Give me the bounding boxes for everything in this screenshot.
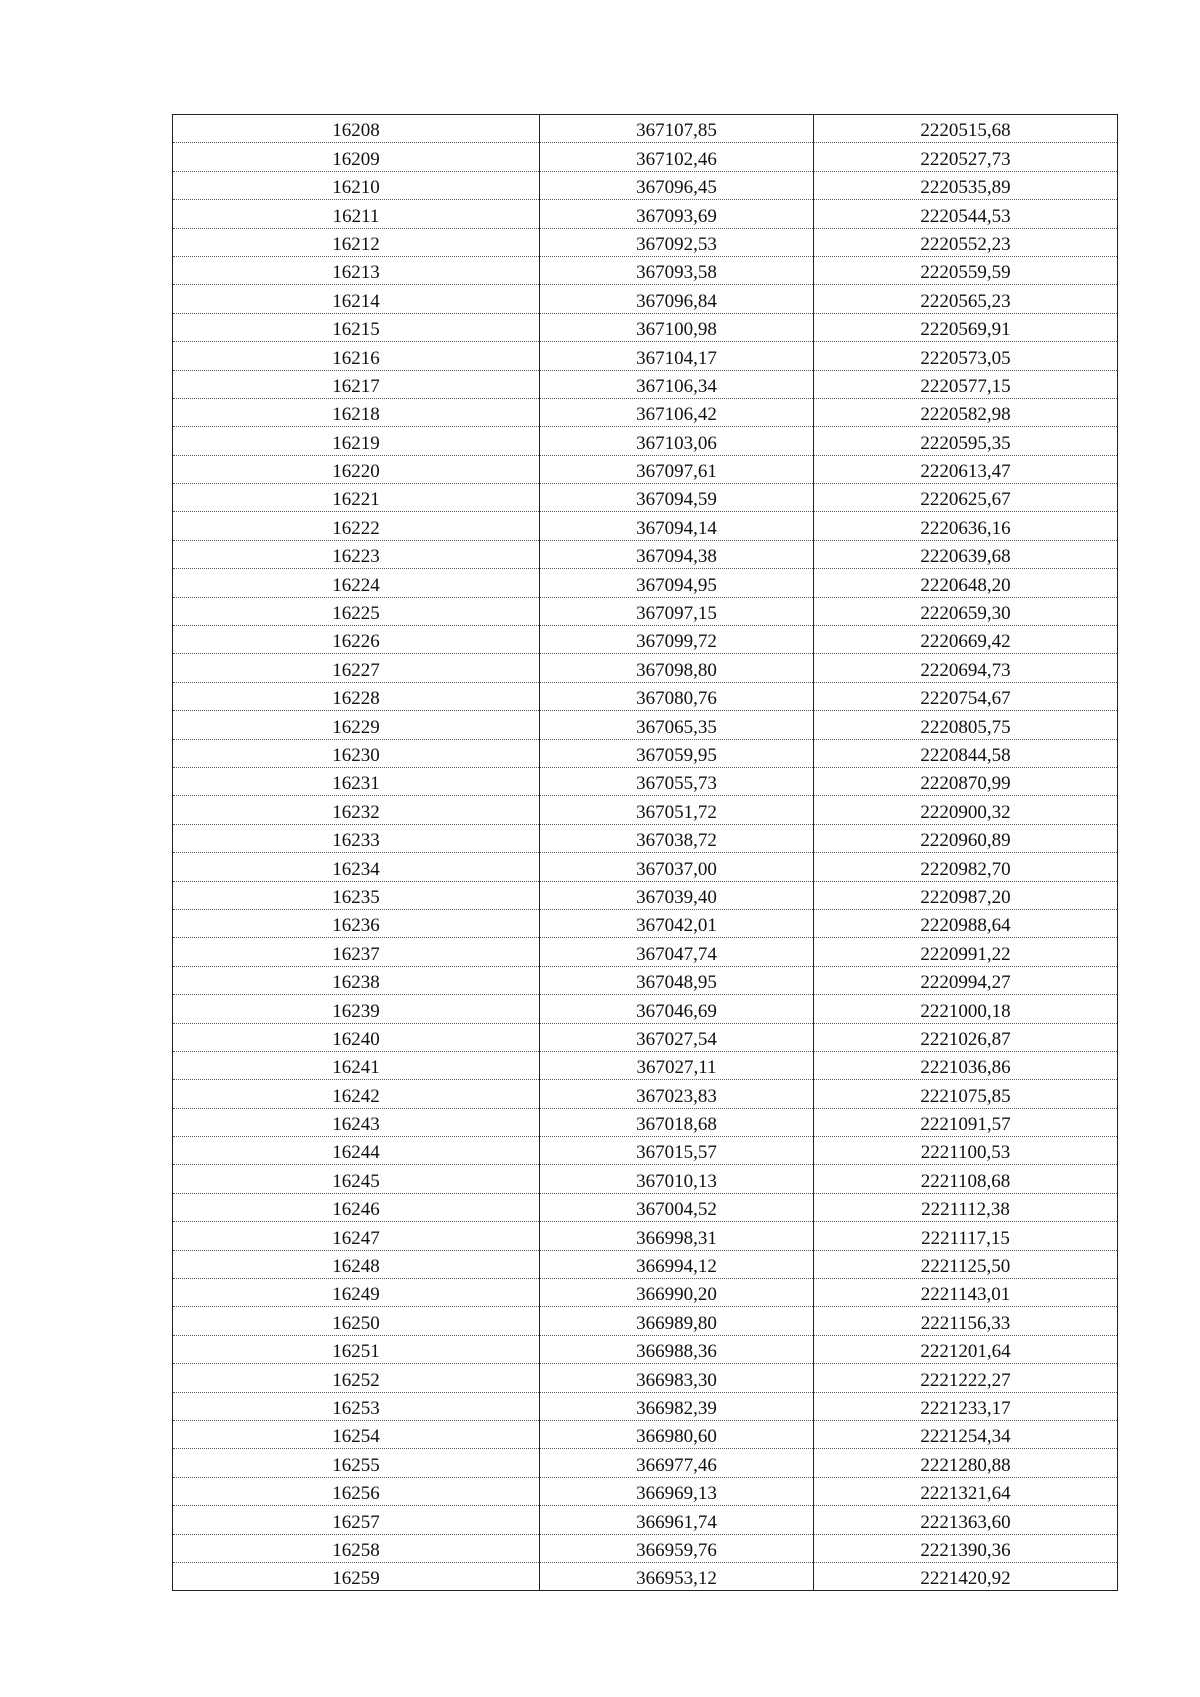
x-coordinate-cell: 366994,12: [540, 1250, 814, 1278]
y-coordinate-cell: 2220870,99: [814, 767, 1118, 795]
x-coordinate-cell: 367042,01: [540, 909, 814, 937]
point-number-cell: 16209: [173, 143, 540, 171]
y-coordinate-cell: 2220595,35: [814, 427, 1118, 455]
table-row: [173, 739, 1118, 767]
y-coordinate-cell: 2220994,27: [814, 966, 1118, 994]
point-number-cell: 16255: [173, 1449, 540, 1477]
table-row: [173, 1506, 1118, 1534]
table-row: [173, 171, 1118, 199]
x-coordinate-cell: 366989,80: [540, 1307, 814, 1335]
point-number-cell: 16241: [173, 1051, 540, 1079]
table-row: [173, 342, 1118, 370]
y-coordinate-cell: 2221143,01: [814, 1279, 1118, 1307]
y-coordinate-cell: 2221075,85: [814, 1080, 1118, 1108]
y-coordinate-cell: 2221112,38: [814, 1193, 1118, 1221]
table-row: [173, 540, 1118, 568]
x-coordinate-cell: 367096,45: [540, 171, 814, 199]
point-number-cell: 16225: [173, 597, 540, 625]
point-number-cell: 16259: [173, 1562, 540, 1590]
point-number-cell: 16228: [173, 682, 540, 710]
x-coordinate-cell: 366998,31: [540, 1222, 814, 1250]
point-number-cell: 16219: [173, 427, 540, 455]
x-coordinate-cell: 367027,11: [540, 1051, 814, 1079]
point-number-cell: 16239: [173, 995, 540, 1023]
x-coordinate-cell: 367093,69: [540, 200, 814, 228]
y-coordinate-cell: 2220987,20: [814, 881, 1118, 909]
x-coordinate-cell: 366982,39: [540, 1392, 814, 1420]
table-row: [173, 626, 1118, 654]
table-row: [173, 455, 1118, 483]
table-row: [173, 143, 1118, 171]
y-coordinate-cell: 2220982,70: [814, 853, 1118, 881]
point-number-cell: 16223: [173, 540, 540, 568]
point-number-cell: 16257: [173, 1506, 540, 1534]
y-coordinate-cell: 2220544,53: [814, 200, 1118, 228]
y-coordinate-cell: 2221156,33: [814, 1307, 1118, 1335]
y-coordinate-cell: 2221222,27: [814, 1364, 1118, 1392]
x-coordinate-cell: 366983,30: [540, 1364, 814, 1392]
y-coordinate-cell: 2220988,64: [814, 909, 1118, 937]
x-coordinate-cell: 367051,72: [540, 796, 814, 824]
y-coordinate-cell: 2220573,05: [814, 342, 1118, 370]
point-number-cell: 16237: [173, 938, 540, 966]
x-coordinate-cell: 367103,06: [540, 427, 814, 455]
table-row: [173, 484, 1118, 512]
x-coordinate-cell: 367100,98: [540, 313, 814, 341]
table-row: [173, 200, 1118, 228]
table-row: [173, 654, 1118, 682]
point-number-cell: 16251: [173, 1335, 540, 1363]
point-number-cell: 16247: [173, 1222, 540, 1250]
x-coordinate-cell: 367010,13: [540, 1165, 814, 1193]
table-row: [173, 1562, 1118, 1590]
y-coordinate-cell: 2221390,36: [814, 1534, 1118, 1562]
y-coordinate-cell: 2220569,91: [814, 313, 1118, 341]
x-coordinate-cell: 367097,61: [540, 455, 814, 483]
x-coordinate-cell: 367096,84: [540, 285, 814, 313]
table-row: [173, 995, 1118, 1023]
point-number-cell: 16245: [173, 1165, 540, 1193]
point-number-cell: 16229: [173, 711, 540, 739]
table-row: [173, 1534, 1118, 1562]
table-row: [173, 427, 1118, 455]
x-coordinate-cell: 367099,72: [540, 626, 814, 654]
y-coordinate-cell: 2220535,89: [814, 171, 1118, 199]
point-number-cell: 16210: [173, 171, 540, 199]
table-row: [173, 1392, 1118, 1420]
y-coordinate-cell: 2221026,87: [814, 1023, 1118, 1051]
x-coordinate-cell: 367080,76: [540, 682, 814, 710]
x-coordinate-cell: 367038,72: [540, 824, 814, 852]
table-row: [173, 1279, 1118, 1307]
table-row: [173, 796, 1118, 824]
y-coordinate-cell: 2221233,17: [814, 1392, 1118, 1420]
x-coordinate-cell: 367018,68: [540, 1108, 814, 1136]
x-coordinate-cell: 367106,42: [540, 398, 814, 426]
y-coordinate-cell: 2220900,32: [814, 796, 1118, 824]
y-coordinate-cell: 2221201,64: [814, 1335, 1118, 1363]
x-coordinate-cell: 367094,95: [540, 569, 814, 597]
y-coordinate-cell: 2220648,20: [814, 569, 1118, 597]
y-coordinate-cell: 2220639,68: [814, 540, 1118, 568]
point-number-cell: 16221: [173, 484, 540, 512]
table-row: [173, 1051, 1118, 1079]
y-coordinate-cell: 2221363,60: [814, 1506, 1118, 1534]
point-number-cell: 16227: [173, 654, 540, 682]
table-row: [173, 682, 1118, 710]
point-number-cell: 16236: [173, 909, 540, 937]
y-coordinate-cell: 2220577,15: [814, 370, 1118, 398]
x-coordinate-cell: 367047,74: [540, 938, 814, 966]
x-coordinate-cell: 366961,74: [540, 1506, 814, 1534]
table-row: [173, 1477, 1118, 1505]
table-row: [173, 711, 1118, 739]
table-row: [173, 398, 1118, 426]
x-coordinate-cell: 367097,15: [540, 597, 814, 625]
x-coordinate-cell: 367048,95: [540, 966, 814, 994]
coordinates-table: [172, 114, 1118, 1591]
point-number-cell: 16250: [173, 1307, 540, 1335]
coordinates-table-body: [173, 115, 1118, 1591]
x-coordinate-cell: 367098,80: [540, 654, 814, 682]
x-coordinate-cell: 367093,58: [540, 256, 814, 284]
table-row: [173, 1307, 1118, 1335]
point-number-cell: 16215: [173, 313, 540, 341]
y-coordinate-cell: 2221108,68: [814, 1165, 1118, 1193]
y-coordinate-cell: 2221000,18: [814, 995, 1118, 1023]
point-number-cell: 16208: [173, 115, 540, 143]
point-number-cell: 16213: [173, 256, 540, 284]
point-number-cell: 16240: [173, 1023, 540, 1051]
table-row: [173, 512, 1118, 540]
table-row: [173, 313, 1118, 341]
point-number-cell: 16226: [173, 626, 540, 654]
table-row: [173, 1137, 1118, 1165]
table-row: [173, 1250, 1118, 1278]
x-coordinate-cell: 366990,20: [540, 1279, 814, 1307]
x-coordinate-cell: 366988,36: [540, 1335, 814, 1363]
point-number-cell: 16248: [173, 1250, 540, 1278]
y-coordinate-cell: 2221100,53: [814, 1137, 1118, 1165]
point-number-cell: 16218: [173, 398, 540, 426]
table-row: [173, 1193, 1118, 1221]
y-coordinate-cell: 2221420,92: [814, 1562, 1118, 1590]
table-row: [173, 1023, 1118, 1051]
point-number-cell: 16258: [173, 1534, 540, 1562]
point-number-cell: 16217: [173, 370, 540, 398]
y-coordinate-cell: 2220552,23: [814, 228, 1118, 256]
point-number-cell: 16233: [173, 824, 540, 852]
y-coordinate-cell: 2220805,75: [814, 711, 1118, 739]
y-coordinate-cell: 2220694,73: [814, 654, 1118, 682]
x-coordinate-cell: 367023,83: [540, 1080, 814, 1108]
x-coordinate-cell: 366959,76: [540, 1534, 814, 1562]
point-number-cell: 16246: [173, 1193, 540, 1221]
y-coordinate-cell: 2220559,59: [814, 256, 1118, 284]
x-coordinate-cell: 367015,57: [540, 1137, 814, 1165]
point-number-cell: 16232: [173, 796, 540, 824]
point-number-cell: 16235: [173, 881, 540, 909]
y-coordinate-cell: 2220991,22: [814, 938, 1118, 966]
y-coordinate-cell: 2221254,34: [814, 1420, 1118, 1448]
point-number-cell: 16230: [173, 739, 540, 767]
x-coordinate-cell: 367094,59: [540, 484, 814, 512]
table-row: [173, 1108, 1118, 1136]
point-number-cell: 16214: [173, 285, 540, 313]
point-number-cell: 16253: [173, 1392, 540, 1420]
table-row: [173, 115, 1118, 143]
table-row: [173, 370, 1118, 398]
y-coordinate-cell: 2221125,50: [814, 1250, 1118, 1278]
point-number-cell: 16234: [173, 853, 540, 881]
table-row: [173, 881, 1118, 909]
table-row: [173, 938, 1118, 966]
table-row: [173, 1080, 1118, 1108]
table-row: [173, 256, 1118, 284]
y-coordinate-cell: 2221036,86: [814, 1051, 1118, 1079]
x-coordinate-cell: 367039,40: [540, 881, 814, 909]
y-coordinate-cell: 2220844,58: [814, 739, 1118, 767]
table-row: [173, 1222, 1118, 1250]
table-row: [173, 597, 1118, 625]
table-row: [173, 767, 1118, 795]
x-coordinate-cell: 367037,00: [540, 853, 814, 881]
x-coordinate-cell: 366969,13: [540, 1477, 814, 1505]
y-coordinate-cell: 2221321,64: [814, 1477, 1118, 1505]
y-coordinate-cell: 2220659,30: [814, 597, 1118, 625]
y-coordinate-cell: 2220636,16: [814, 512, 1118, 540]
x-coordinate-cell: 367094,14: [540, 512, 814, 540]
point-number-cell: 16242: [173, 1080, 540, 1108]
point-number-cell: 16256: [173, 1477, 540, 1505]
x-coordinate-cell: 366977,46: [540, 1449, 814, 1477]
x-coordinate-cell: 366953,12: [540, 1562, 814, 1590]
y-coordinate-cell: 2221280,88: [814, 1449, 1118, 1477]
x-coordinate-cell: 367065,35: [540, 711, 814, 739]
x-coordinate-cell: 367027,54: [540, 1023, 814, 1051]
point-number-cell: 16252: [173, 1364, 540, 1392]
table-row: [173, 824, 1118, 852]
x-coordinate-cell: 367107,85: [540, 115, 814, 143]
x-coordinate-cell: 367104,17: [540, 342, 814, 370]
point-number-cell: 16211: [173, 200, 540, 228]
x-coordinate-cell: 367059,95: [540, 739, 814, 767]
y-coordinate-cell: 2220625,67: [814, 484, 1118, 512]
y-coordinate-cell: 2221117,15: [814, 1222, 1118, 1250]
point-number-cell: 16254: [173, 1420, 540, 1448]
point-number-cell: 16216: [173, 342, 540, 370]
table-row: [173, 853, 1118, 881]
table-row: [173, 966, 1118, 994]
point-number-cell: 16222: [173, 512, 540, 540]
x-coordinate-cell: 367106,34: [540, 370, 814, 398]
point-number-cell: 16243: [173, 1108, 540, 1136]
table-row: [173, 909, 1118, 937]
point-number-cell: 16220: [173, 455, 540, 483]
y-coordinate-cell: 2220669,42: [814, 626, 1118, 654]
x-coordinate-cell: 367055,73: [540, 767, 814, 795]
y-coordinate-cell: 2220613,47: [814, 455, 1118, 483]
x-coordinate-cell: 367102,46: [540, 143, 814, 171]
point-number-cell: 16249: [173, 1279, 540, 1307]
table-row: [173, 1449, 1118, 1477]
table-row: [173, 569, 1118, 597]
x-coordinate-cell: 367094,38: [540, 540, 814, 568]
y-coordinate-cell: 2220754,67: [814, 682, 1118, 710]
y-coordinate-cell: 2220582,98: [814, 398, 1118, 426]
x-coordinate-cell: 367004,52: [540, 1193, 814, 1221]
table-row: [173, 1364, 1118, 1392]
y-coordinate-cell: 2220515,68: [814, 115, 1118, 143]
y-coordinate-cell: 2220527,73: [814, 143, 1118, 171]
point-number-cell: 16244: [173, 1137, 540, 1165]
point-number-cell: 16238: [173, 966, 540, 994]
table-row: [173, 1165, 1118, 1193]
point-number-cell: 16212: [173, 228, 540, 256]
table-row: [173, 1420, 1118, 1448]
table-row: [173, 1335, 1118, 1363]
x-coordinate-cell: 367092,53: [540, 228, 814, 256]
x-coordinate-cell: 366980,60: [540, 1420, 814, 1448]
y-coordinate-cell: 2220565,23: [814, 285, 1118, 313]
point-number-cell: 16231: [173, 767, 540, 795]
y-coordinate-cell: 2221091,57: [814, 1108, 1118, 1136]
point-number-cell: 16224: [173, 569, 540, 597]
table-row: [173, 285, 1118, 313]
y-coordinate-cell: 2220960,89: [814, 824, 1118, 852]
x-coordinate-cell: 367046,69: [540, 995, 814, 1023]
table-row: [173, 228, 1118, 256]
